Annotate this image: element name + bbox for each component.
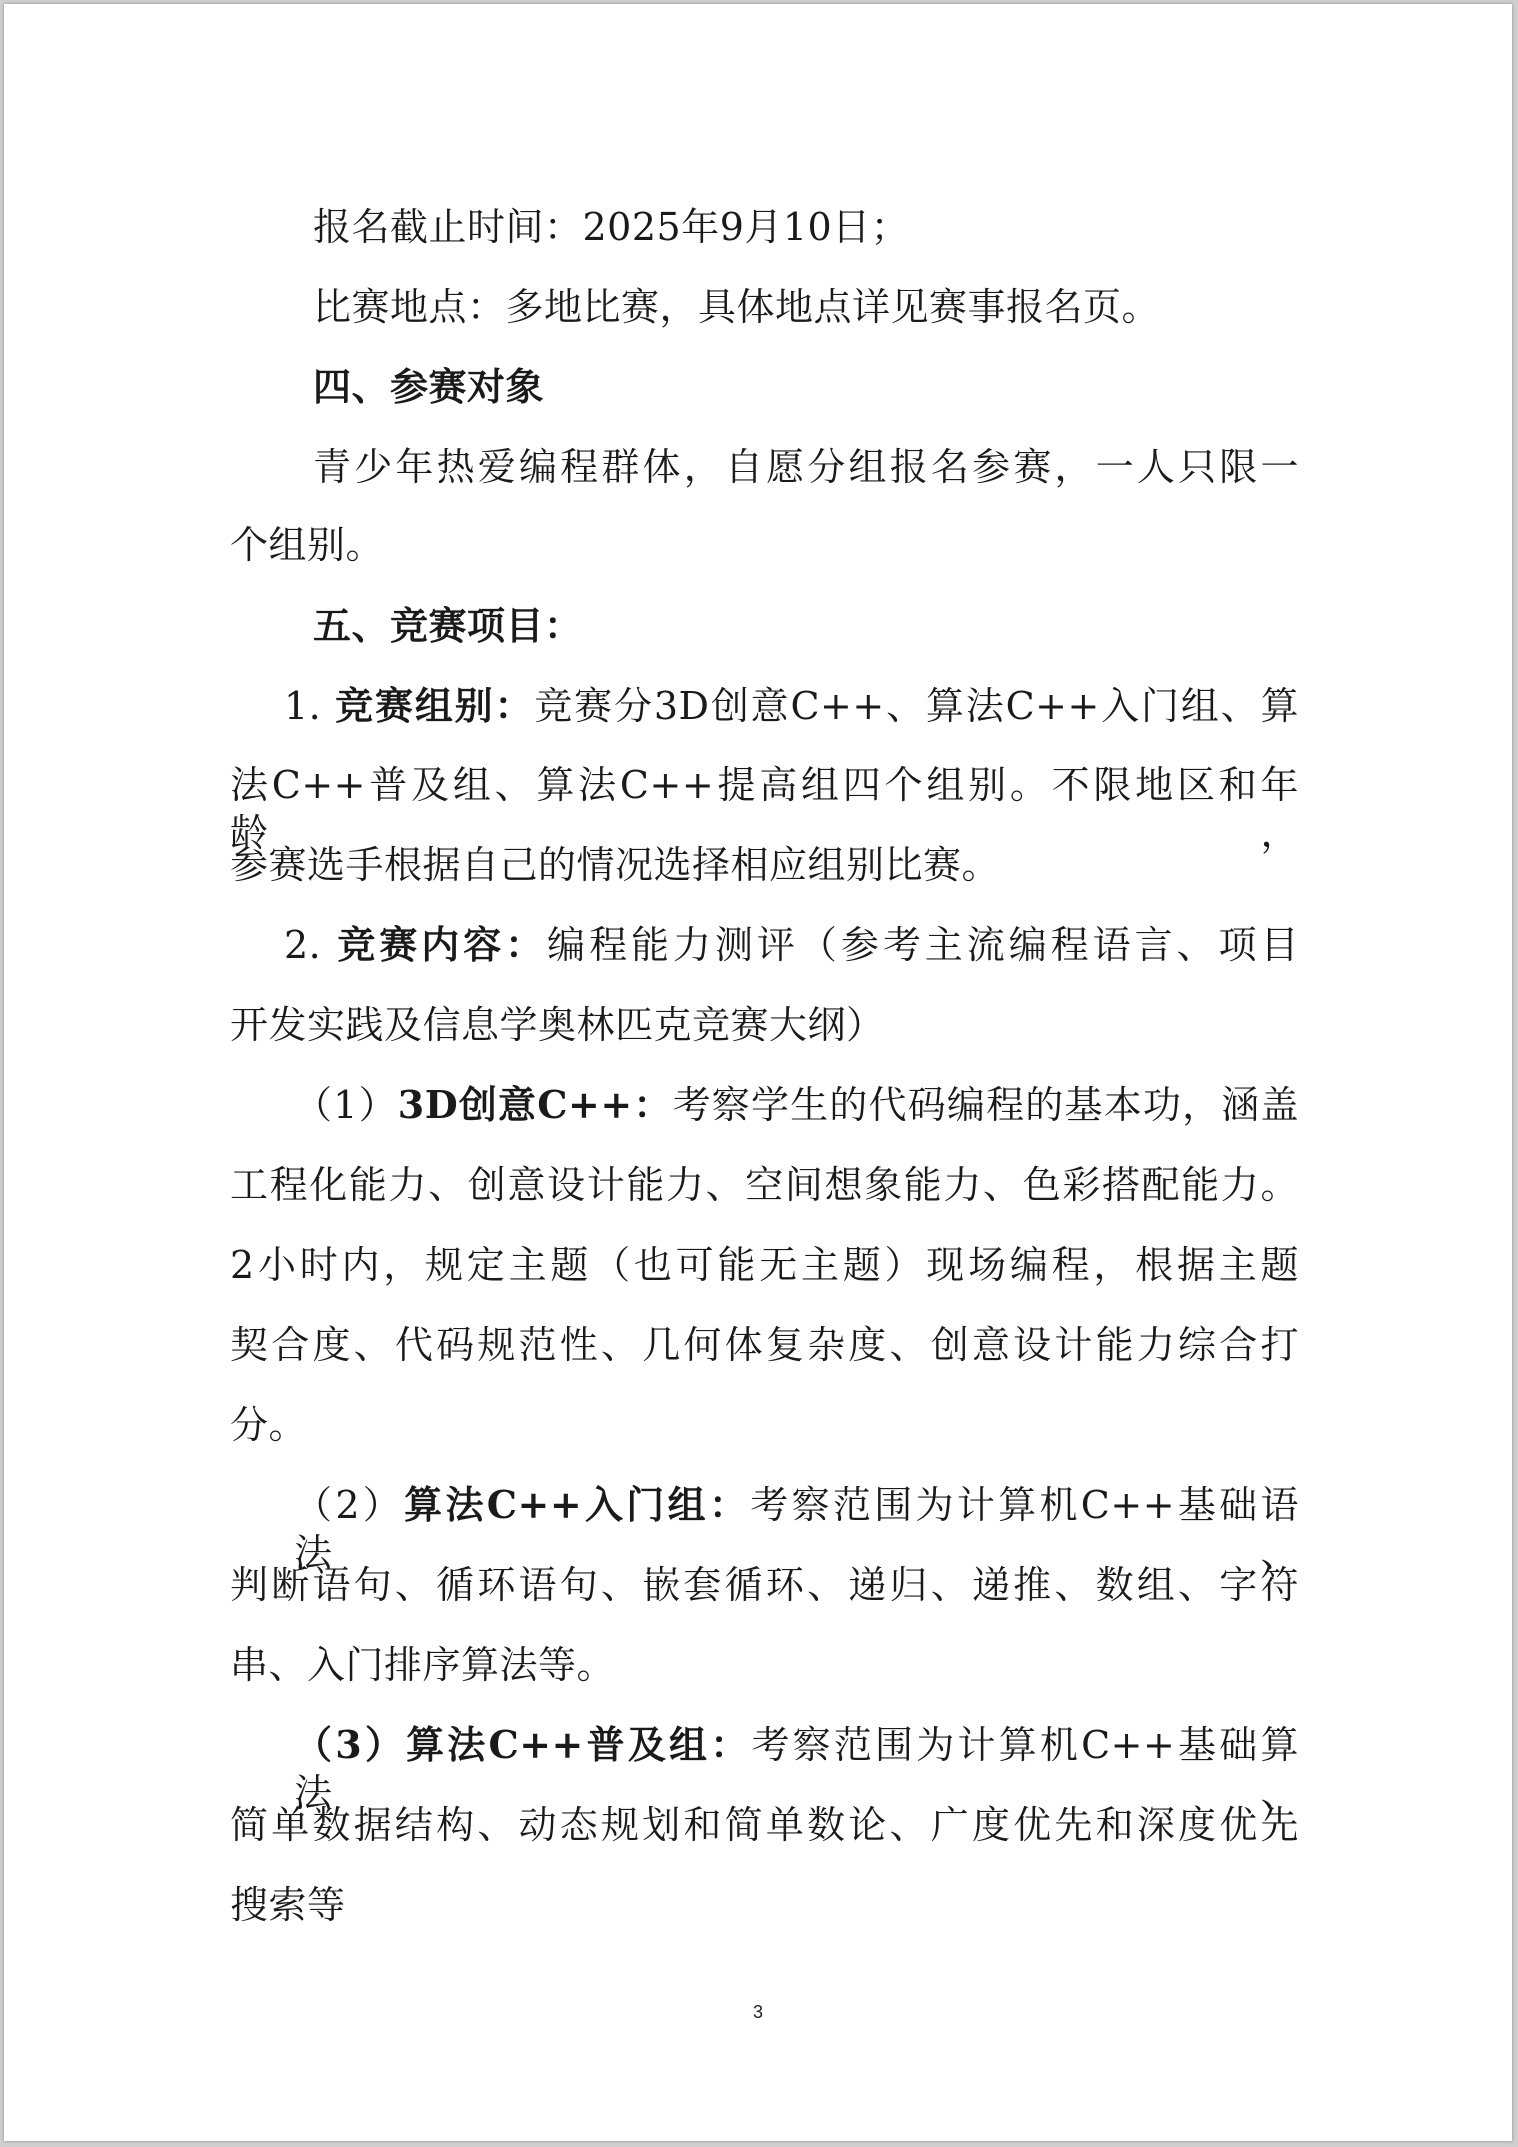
creative-3d-paragraph-line: 分。 [230, 1403, 308, 1447]
creative-3d-paragraph-line: 2小时内，规定主题（也可能无主题）现场编程，根据主题 [230, 1243, 1299, 1287]
document-page [4, 4, 1512, 2141]
creative-3d-paragraph-line: 工程化能力、创意设计能力、空间想象能力、色彩搭配能力。 [230, 1163, 1299, 1207]
creative-3d-paragraph-line [294, 1081, 1299, 1129]
item-number: 1. [284, 684, 336, 728]
section-heading-events: 五、竞赛项目： [313, 603, 583, 648]
entry-group-paragraph-line: 判断语句、循环语句、嵌套循环、递归、递推、数组、字符 [230, 1563, 1299, 1607]
item-text: 编程能力测评（参考主流编程语言、项目 [547, 923, 1299, 967]
groups-paragraph-line: 参赛选手根据自己的情况选择相应组别比赛。 [230, 843, 1001, 887]
item-text: 考察范围为计算机C++基础算法、 [294, 1723, 1299, 1815]
item-text: 考察学生的代码编程的基本功，涵盖 [672, 1083, 1299, 1127]
content-paragraph-line: 开发实践及信息学奥林匹克竞赛大纲） [230, 1003, 885, 1047]
item-label: 竞赛组别： [335, 683, 535, 728]
registration-deadline-line: 报名截止时间：2025年9月10日； [313, 205, 910, 249]
item-number: 2. [284, 923, 338, 967]
participants-paragraph-line: 青少年热爱编程群体，自愿分组报名参赛，一人只限一 [313, 445, 1299, 489]
popular-group-paragraph-line: 搜索等 [230, 1883, 346, 1927]
popular-group-paragraph-line [294, 1721, 1299, 1815]
section-heading-participants: 四、参赛对象 [313, 364, 545, 409]
entry-group-paragraph-line [294, 1481, 1299, 1575]
page-number: 3 [752, 2002, 763, 2022]
item-label: 算法C++普及组： [406, 1722, 752, 1767]
item-label: 算法C++入门组： [404, 1482, 751, 1527]
item-text: 考察范围为计算机C++基础语法、 [294, 1483, 1299, 1575]
participants-paragraph-line: 个组别。 [230, 523, 385, 567]
item-number: （1） [294, 1083, 398, 1127]
item-number: （3） [294, 1722, 407, 1767]
venue-line: 比赛地点：多地比赛，具体地点详见赛事报名页。 [313, 285, 1161, 329]
item-number: （2） [294, 1483, 405, 1527]
groups-paragraph-line [284, 682, 1299, 730]
popular-group-paragraph-line: 简单数据结构、动态规划和简单数论、广度优先和深度优先 [230, 1803, 1299, 1847]
content-paragraph-line [284, 921, 1299, 969]
item-label: 3D创意C++： [397, 1082, 673, 1127]
entry-group-paragraph-line: 串、入门排序算法等。 [230, 1643, 616, 1687]
item-text: 竞赛分3D创意C++、算法C++入门组、算 [534, 684, 1299, 728]
item-label: 竞赛内容： [337, 922, 548, 967]
creative-3d-paragraph-line: 契合度、代码规范性、几何体复杂度、创意设计能力综合打 [230, 1323, 1299, 1367]
groups-paragraph-line: 法C++普及组、算法C++提高组四个组别。不限地区和年龄， [230, 763, 1299, 855]
